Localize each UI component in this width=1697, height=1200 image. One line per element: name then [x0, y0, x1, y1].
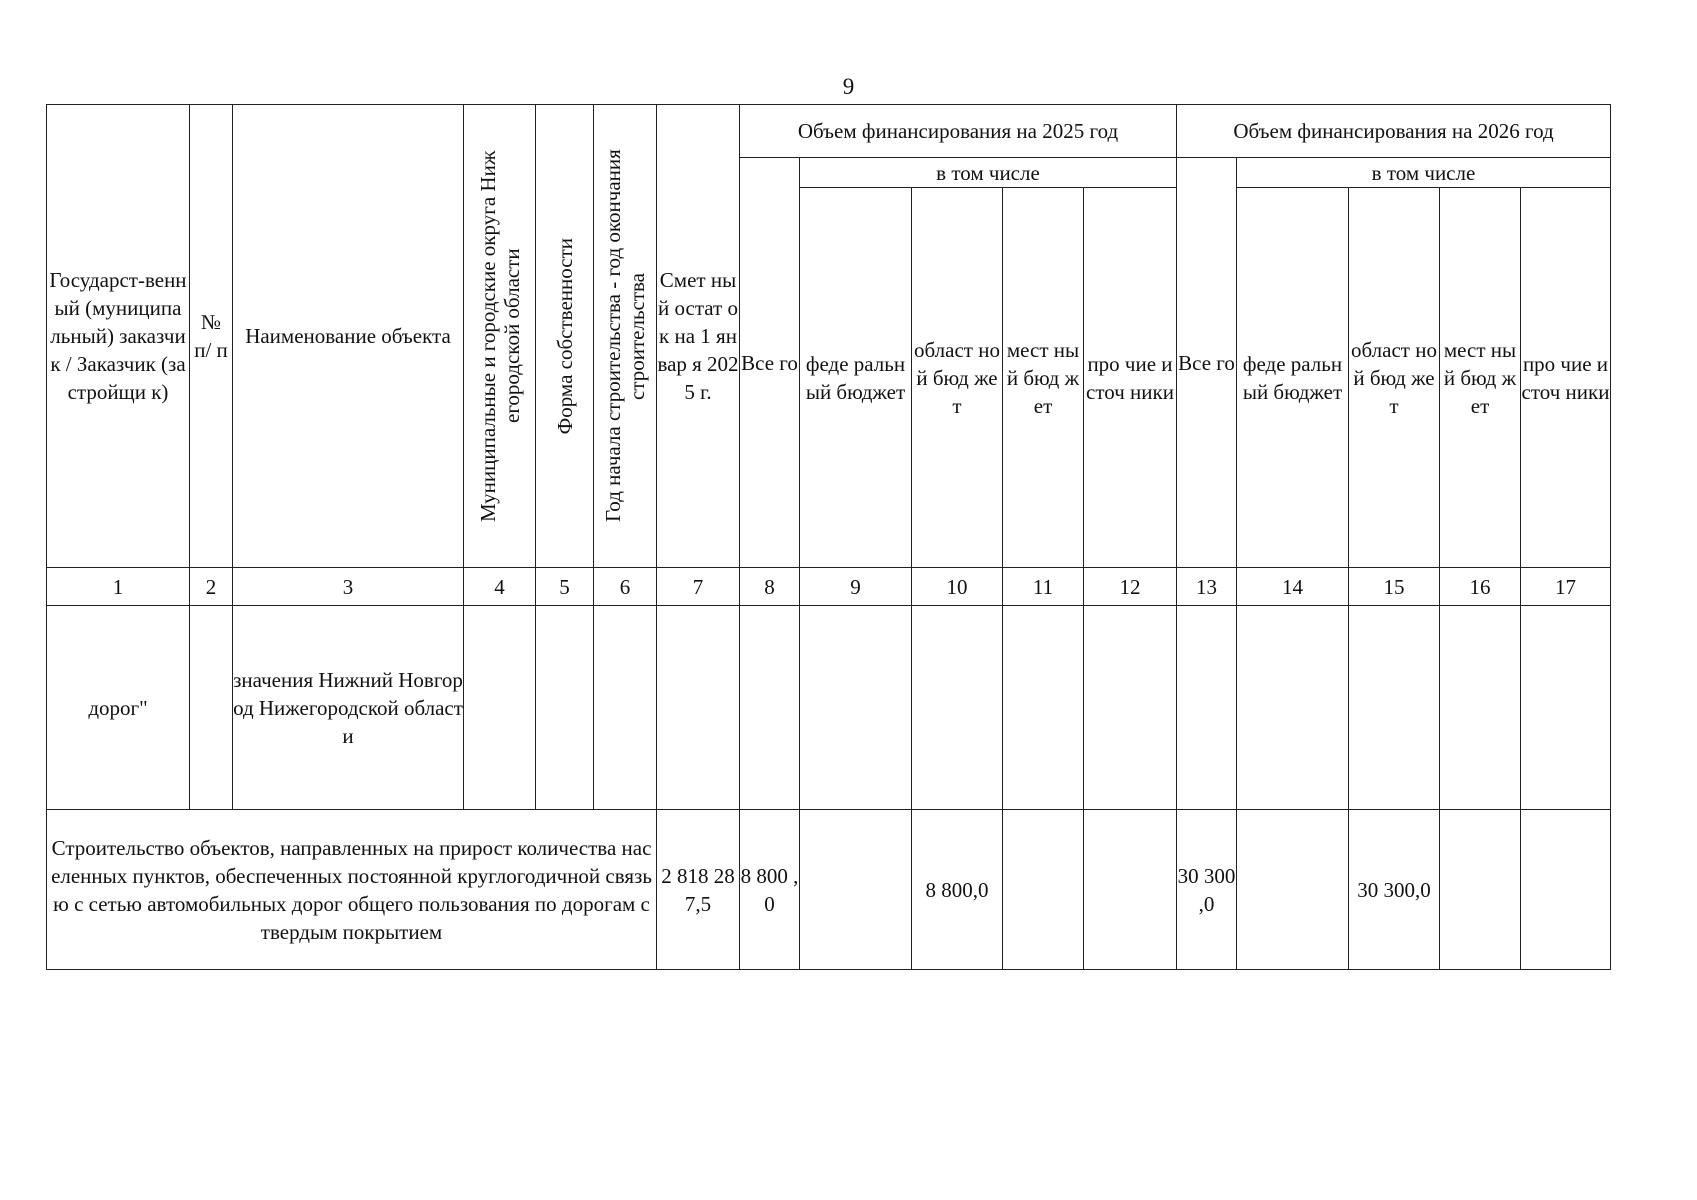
- empty-cell: [1349, 606, 1440, 810]
- header-local-2025: мест ный бюд жет: [1003, 188, 1084, 568]
- page-number: 9: [842, 74, 855, 99]
- empty-cell: [1177, 606, 1237, 810]
- column-number: 5: [536, 568, 594, 606]
- empty-cell: [536, 606, 594, 810]
- summary-regional-2025: 8 800,0: [912, 810, 1003, 970]
- continuation-object-name: значения Нижний Новгород Нижегородской области: [233, 606, 464, 810]
- empty-cell: [1003, 606, 1084, 810]
- column-number: 11: [1003, 568, 1084, 606]
- empty-cell: [1237, 810, 1349, 970]
- column-number: 15: [1349, 568, 1440, 606]
- empty-cell: [190, 606, 233, 810]
- summary-row: [47, 810, 1611, 970]
- column-number-row: [47, 568, 1611, 606]
- header-federal-2026: феде ральный бюджет: [1237, 188, 1349, 568]
- summary-label: Строительство объектов, направленных на прирост количества населенных пунктов, обеспеченных постоянной круглогодичной связью с сетью автомобильных дорог общего пользования по дорогам с твердым покрытием: [47, 810, 657, 970]
- empty-cell: [1440, 606, 1521, 810]
- header-other-2026: про чие источ ники: [1521, 188, 1611, 568]
- header-number: № п/ п: [190, 105, 233, 568]
- empty-cell: [1440, 810, 1521, 970]
- empty-cell: [1084, 810, 1177, 970]
- header-ownership: Форма собственности: [536, 105, 594, 568]
- column-number: 6: [594, 568, 657, 606]
- column-number: 2: [190, 568, 233, 606]
- summary-regional-2026: 30 300,0: [1349, 810, 1440, 970]
- header-local-2026: мест ный бюд жет: [1440, 188, 1521, 568]
- column-number: 9: [800, 568, 912, 606]
- header-estimate: Смет ный остат ок на 1 январ я 2025 г.: [657, 105, 740, 568]
- column-number: 1: [47, 568, 190, 606]
- header-regional-2026: област ной бюд жет: [1349, 188, 1440, 568]
- column-number: 14: [1237, 568, 1349, 606]
- continuation-customer: дорог": [47, 606, 190, 810]
- header-customer: Государст-венный (муниципа льный) заказчик / Заказчик (застройщи к): [47, 105, 190, 568]
- funding-table: [46, 104, 1611, 970]
- column-number: 13: [1177, 568, 1237, 606]
- empty-cell: [657, 606, 740, 810]
- empty-cell: [740, 606, 800, 810]
- header-total-2025: Все го: [740, 158, 800, 568]
- column-number: 17: [1521, 568, 1611, 606]
- empty-cell: [1237, 606, 1349, 810]
- header-total-2026: Все го: [1177, 158, 1237, 568]
- header-including-2025: в том числе: [800, 158, 1177, 188]
- empty-cell: [464, 606, 536, 810]
- header-funding-2025: Объем финансирования на 2025 год: [740, 105, 1177, 158]
- empty-cell: [800, 810, 912, 970]
- empty-cell: [594, 606, 657, 810]
- empty-cell: [912, 606, 1003, 810]
- header-funding-2026: Объем финансирования на 2026 год: [1177, 105, 1611, 158]
- header-regional-2025: област ной бюд жет: [912, 188, 1003, 568]
- column-number: 12: [1084, 568, 1177, 606]
- column-number: 16: [1440, 568, 1521, 606]
- header-other-2025: про чие источ ники: [1084, 188, 1177, 568]
- summary-total-2026: 30 300 ,0: [1177, 810, 1237, 970]
- empty-cell: [1084, 606, 1177, 810]
- empty-cell: [1521, 810, 1611, 970]
- empty-cell: [1003, 810, 1084, 970]
- empty-cell: [1521, 606, 1611, 810]
- header-years: Год начала строительства - год окончания строительства: [594, 105, 657, 568]
- continuation-row: [47, 606, 1611, 810]
- summary-total-2025: 8 800 ,0: [740, 810, 800, 970]
- column-number: 8: [740, 568, 800, 606]
- column-number: 3: [233, 568, 464, 606]
- column-number: 7: [657, 568, 740, 606]
- header-federal-2025: феде ральный бюджет: [800, 188, 912, 568]
- summary-estimate: 2 818 287,5: [657, 810, 740, 970]
- column-number: 10: [912, 568, 1003, 606]
- header-object-name: Наименование объекта: [233, 105, 464, 568]
- header-municipal: Муниципальные и городские округа Нижегородской области: [464, 105, 536, 568]
- empty-cell: [800, 606, 912, 810]
- header-including-2026: в том числе: [1237, 158, 1611, 188]
- column-number: 4: [464, 568, 536, 606]
